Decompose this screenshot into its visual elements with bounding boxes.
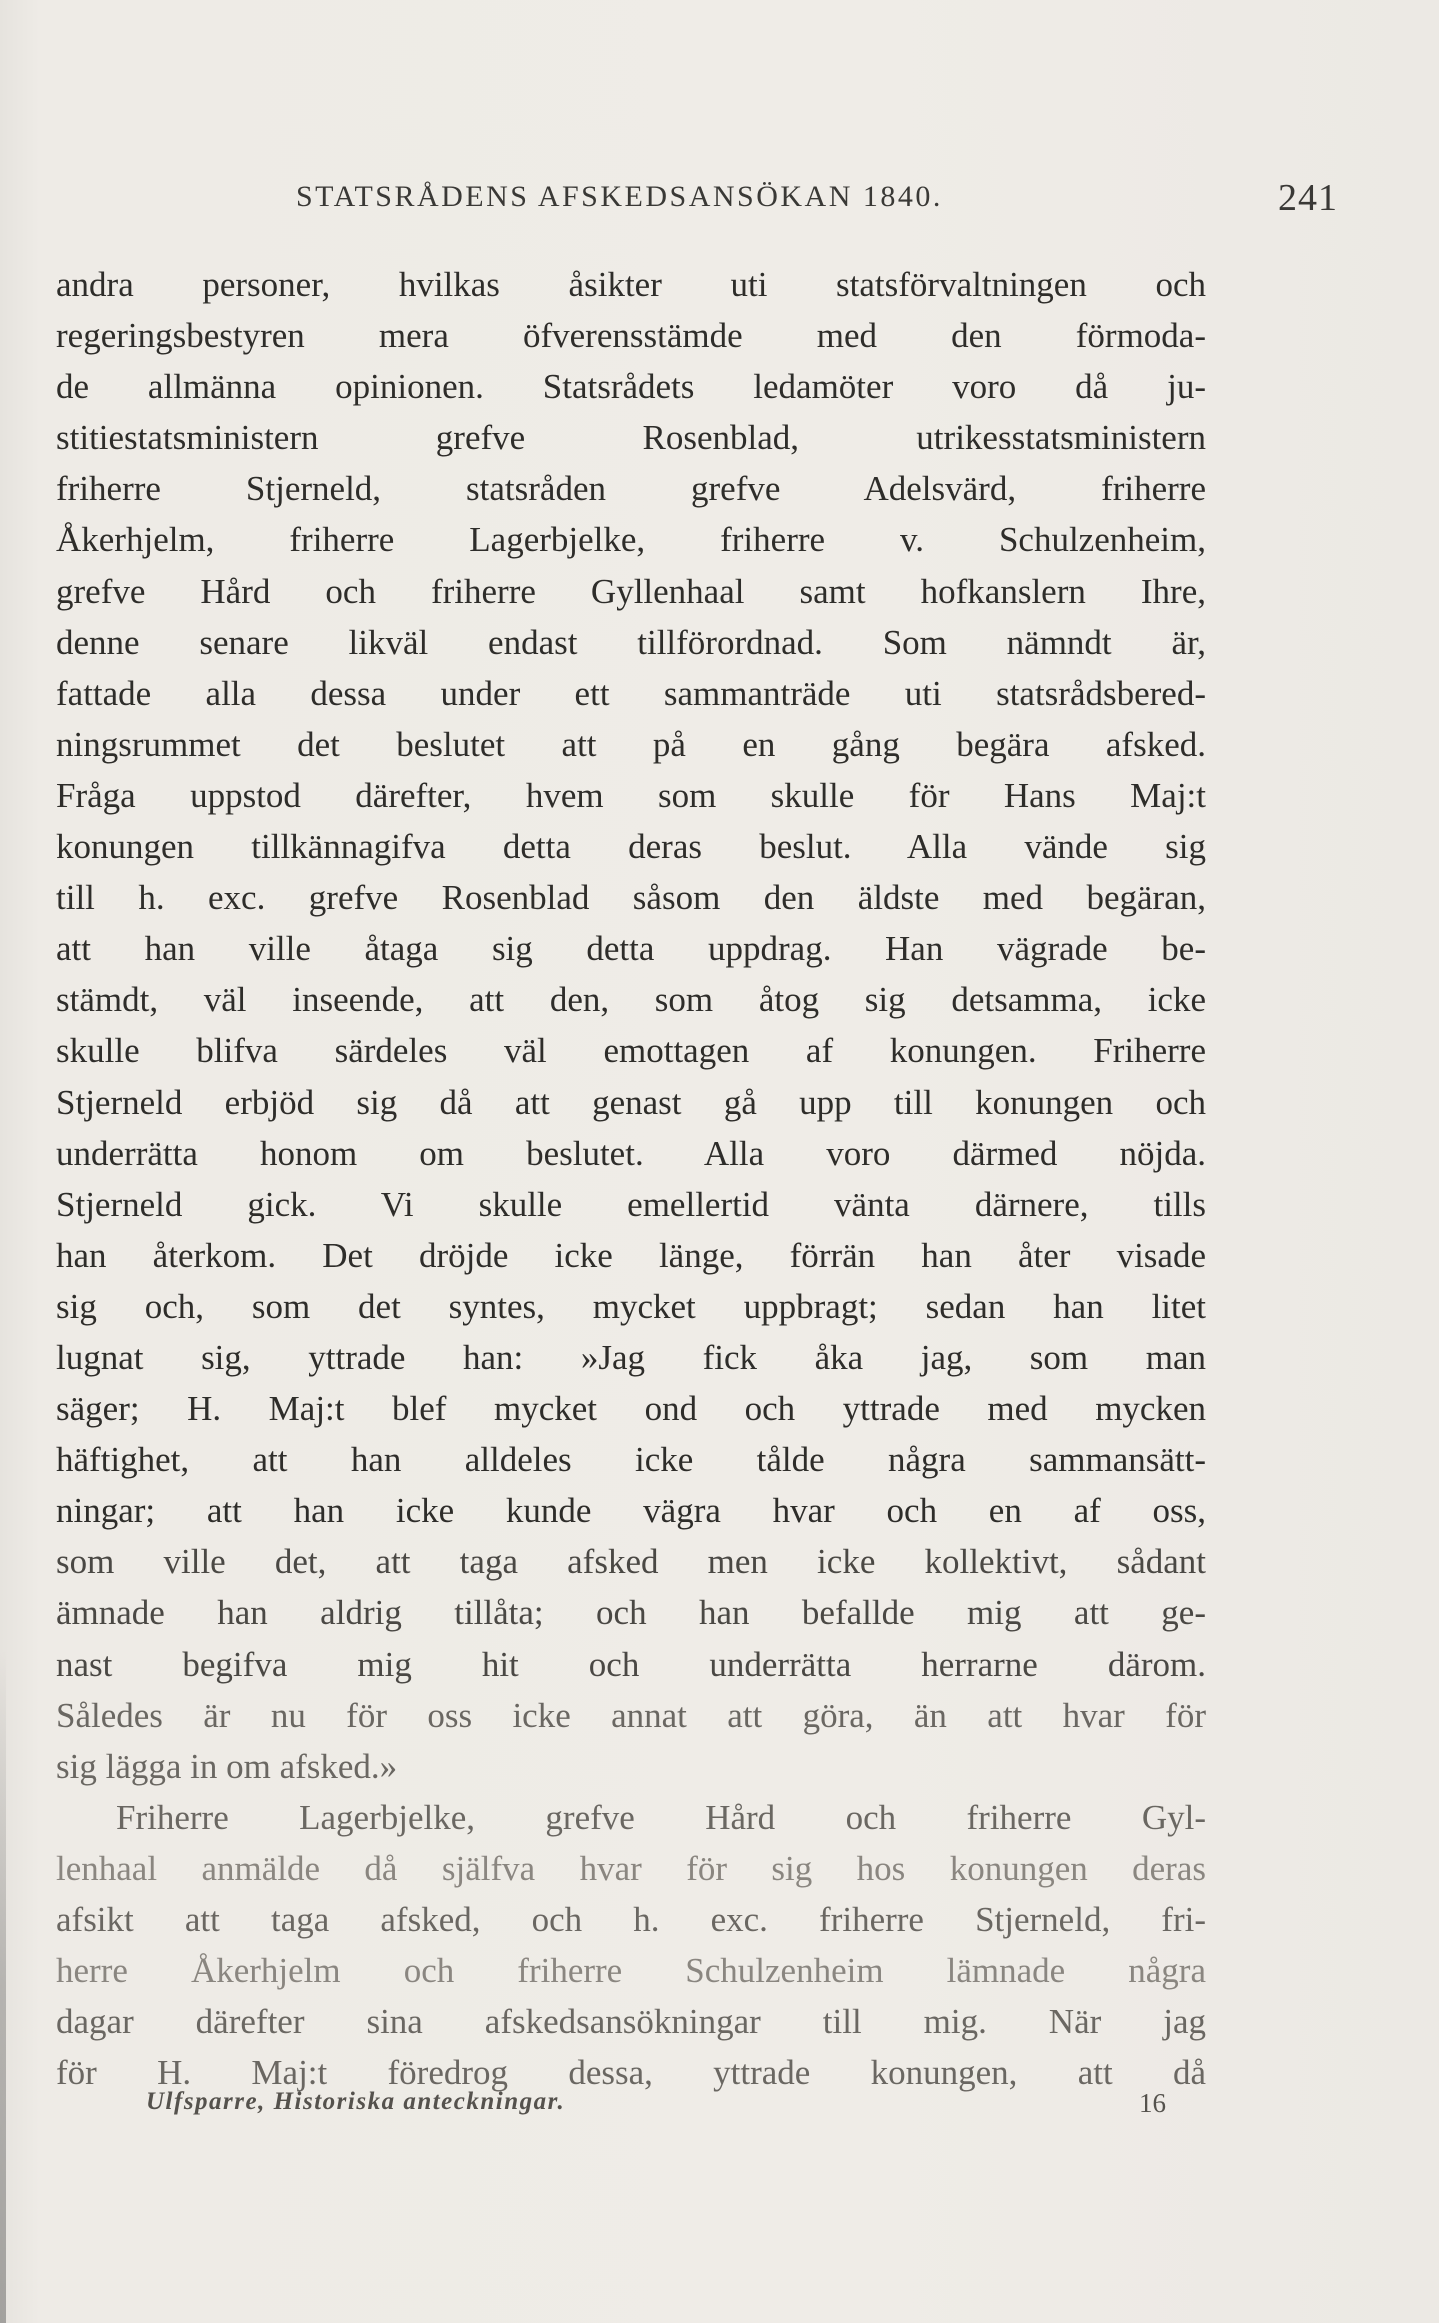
- text-line-7: grefve Hård och friherre Gyllenhaal samt hofkanslern Ihre,: [56, 571, 1206, 611]
- running-header: [296, 176, 1338, 220]
- running-title: STATSRÅDENS AFSKEDSANSÖKAN 1840.: [296, 180, 943, 213]
- text-line-21: sig och, som det syntes, mycket uppbragt; sedan han litet: [56, 1286, 1206, 1326]
- text-line-33: afsikt att taga afsked, och h. exc. friherre Stjerneld, fri-: [56, 1900, 1206, 1939]
- text-line-1: andra personer, hvilkas åsikter uti statsförvaltningen och: [56, 265, 1206, 304]
- text-line-17: Stjerneld erbjöd sig då att genast gå upp till konungen och: [56, 1082, 1206, 1122]
- text-line-20: han återkom. Det dröjde icke länge, förrän han åter visade: [56, 1235, 1206, 1275]
- text-line-32: lenhaal anmälde då själfva hvar för sig hos konungen deras: [56, 1848, 1206, 1888]
- text-line-28: nast begifva mig hit och underrätta herrarne därom.: [56, 1644, 1206, 1684]
- text-line-26: som ville det, att taga afsked men icke kollektivt, sådant: [56, 1542, 1206, 1582]
- text-line-9: fattade alla dessa under ett sammanträde uti statsrådsbered-: [56, 673, 1206, 713]
- text-line-18: underrätta honom om beslutet. Alla voro därmed nöjda.: [56, 1133, 1206, 1173]
- text-line-5: friherre Stjerneld, statsråden grefve Adelsvärd, friherre: [56, 469, 1206, 509]
- page-binding-edge: [0, 1650, 6, 2323]
- text-line-24: häftighet, att han alldeles icke tålde några sammansätt-: [56, 1440, 1206, 1480]
- text-line-35: dagar därefter sina afskedsansökningar till mig. När jag: [56, 2002, 1206, 2042]
- text-line-27: ämnade han aldrig tillåta; och han befallde mig att ge-: [56, 1593, 1206, 1633]
- sheet-number: 16: [1139, 2088, 1166, 2118]
- text-line-30: sig lägga in om afsked.»: [56, 1746, 398, 1786]
- signature-mark: Ulfsparre, Historiska anteckningar.: [146, 2088, 566, 2115]
- text-line-14: att han ville åtaga sig detta uppdrag. Han vägrade be-: [56, 929, 1206, 969]
- text-line-4: stitiestatsministern grefve Rosenblad, utrikesstatsministern: [56, 418, 1206, 458]
- text-line-29: Således är nu för oss icke annat att göra, än att hvar för: [56, 1695, 1206, 1735]
- text-line-22: lugnat sig, yttrade han: »Jag fick åka jag, som man: [56, 1337, 1206, 1377]
- page-number: 241: [1278, 177, 1338, 219]
- text-line-23: säger; H. Maj:t blef mycket ond och yttrade med mycken: [56, 1389, 1206, 1429]
- body-text: [56, 259, 1206, 2098]
- text-line-25: ningar; att han icke kunde vägra hvar och en af oss,: [56, 1491, 1206, 1531]
- page-footer: [146, 2088, 1166, 2128]
- text-line-11: Fråga uppstod därefter, hvem som skulle för Hans Maj:t: [56, 775, 1206, 815]
- text-line-13: till h. exc. grefve Rosenblad såsom den äldste med begäran,: [56, 878, 1206, 918]
- text-line-19: Stjerneld gick. Vi skulle emellertid vänta därnere, tills: [56, 1184, 1206, 1224]
- text-line-6: Åkerhjelm, friherre Lagerbjelke, friherre v. Schulzenheim,: [56, 520, 1206, 560]
- text-line-36: för H. Maj:t föredrog dessa, yttrade konungen, att då: [56, 2053, 1206, 2093]
- text-line-8: denne senare likväl endast tillförordnad. Som nämndt är,: [56, 622, 1206, 662]
- text-line-3: de allmänna opinionen. Statsrådets ledamöter voro då ju-: [56, 367, 1206, 407]
- text-line-31: Friherre Lagerbjelke, grefve Hård och friherre Gyl-: [116, 1797, 1206, 1837]
- text-line-12: konungen tillkännagifva detta deras beslut. Alla vände sig: [56, 827, 1206, 867]
- text-line-10: ningsrummet det beslutet att på en gång begära afsked.: [56, 724, 1206, 764]
- text-line-15: stämdt, väl inseende, att den, som åtog sig detsamma, icke: [56, 980, 1206, 1020]
- text-line-16: skulle blifva särdeles väl emottagen af konungen. Friherre: [56, 1031, 1206, 1071]
- text-line-34: herre Åkerhjelm och friherre Schulzenheim lämnade några: [56, 1951, 1206, 1991]
- text-line-2: regeringsbestyren mera öfverensstämde med den förmoda-: [56, 316, 1206, 356]
